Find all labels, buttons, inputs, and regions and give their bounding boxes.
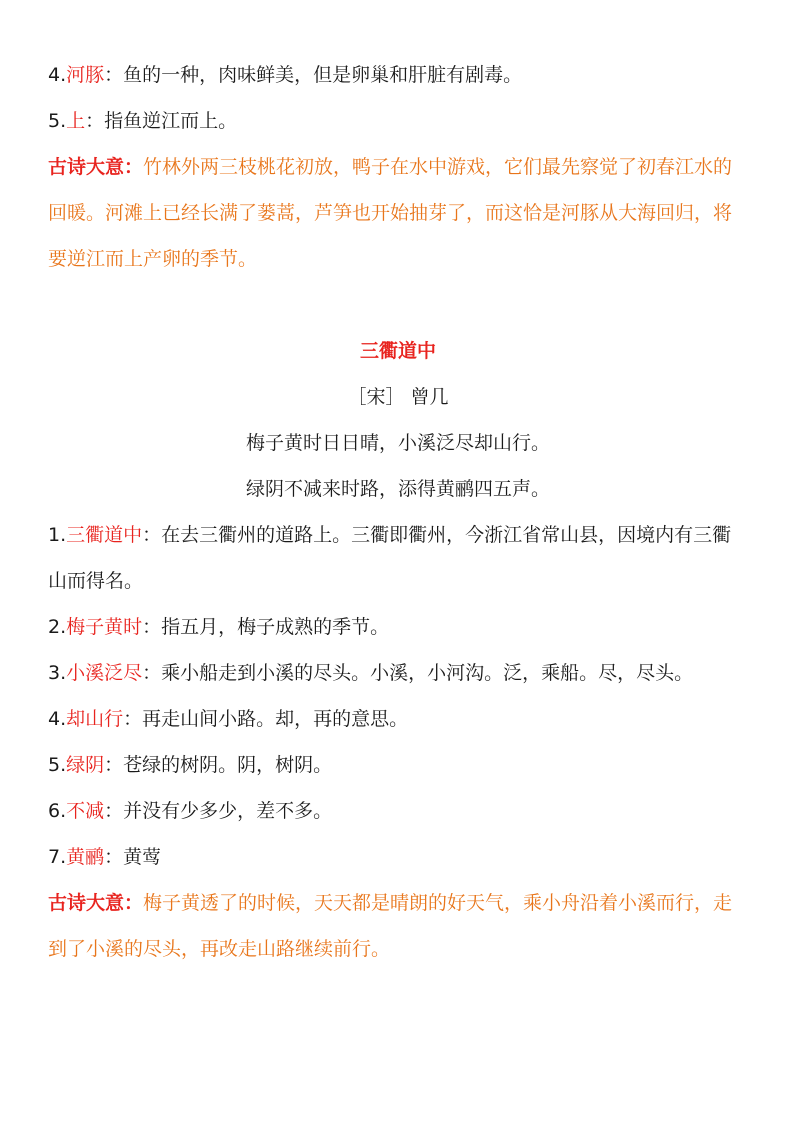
note-text: 乘小船走到小溪的尽头。小溪，小河沟。泛，乘船。尽，尽头。 [161,662,694,684]
note-number: 5. [48,110,67,132]
note-item [48,788,748,834]
note-item [48,742,748,788]
note-term: 却山行 [66,708,124,730]
note-separator: ： [104,846,124,868]
note-text: 指鱼逆江而上。 [104,110,238,132]
note-text: 苍绿的树阴。阴，树阴。 [123,754,333,776]
note-number: 1. [48,524,67,546]
poem-line: 梅子黄时日日晴，小溪泛尽却山行。 [245,432,550,454]
note-term: 梅子黄时 [66,616,143,638]
note-item [48,650,748,696]
note-term: 绿阴 [66,754,105,776]
note-term: 小溪泛尽 [66,662,143,684]
note-separator: ： [104,64,124,86]
note-item [48,52,748,98]
note-term: 上 [66,110,86,132]
note-number: 2. [48,616,67,638]
note-number: 6. [48,800,67,822]
meaning-label: 古诗大意： [48,156,144,178]
note-text: 在去三衢州的道路上。三衢即衢州，今浙江省常山县，因境内有三衢山而得名。 [48,524,732,592]
note-separator: ： [142,616,162,638]
note-separator: ： [104,754,124,776]
poem-meaning [48,880,748,972]
note-item [48,98,748,144]
note-separator: ： [123,708,143,730]
note-number: 3. [48,662,67,684]
note-number: 7. [48,846,67,868]
poem-title: 三衢道中 [359,340,436,362]
meaning-text: 梅子黄透了的时候，天天都是晴朗的好天气，乘小舟沿着小溪而行，走到了小溪的尽头，再改走山路继续前行。 [48,892,733,960]
meaning-text: 竹林外两三枝桃花初放，鸭子在水中游戏，它们最先察觉了初春江水的回暖。河滩上已经长满了蒌蒿，芦笋也开始抽芽了，而这恰是河豚从大海回归，将要逆江而上产卵的季节。 [48,156,733,270]
note-separator: ： [142,662,162,684]
note-text: 指五月，梅子成熟的季节。 [161,616,390,638]
note-text: 并没有少多少，差不多。 [123,800,333,822]
note-separator: ： [85,110,105,132]
note-text: 再走山间小路。却，再的意思。 [142,708,409,730]
note-term: 黄鹂 [66,846,105,868]
document-page [48,52,748,972]
poem-title-line [48,328,748,374]
note-text: 鱼的一种，肉味鲜美，但是卵巢和肝脏有剧毒。 [123,64,523,86]
note-number: 5. [48,754,67,776]
note-term: 三衢道中 [66,524,143,546]
note-number: 4. [48,64,67,86]
note-item [48,834,748,880]
meaning-label: 古诗大意： [48,892,144,914]
note-item [48,512,748,604]
note-item [48,696,748,742]
note-item [48,604,748,650]
poem-line: 绿阴不减来时路，添得黄鹂四五声。 [245,478,550,500]
note-text: 黄莺 [123,846,162,868]
note-term: 河豚 [66,64,105,86]
note-separator: ： [142,524,162,546]
note-term: 不减 [66,800,105,822]
note-separator: ： [104,800,124,822]
poem-author: ［宋］ 曾几 [347,386,449,408]
note-number: 4. [48,708,67,730]
poem-meaning [48,144,748,282]
